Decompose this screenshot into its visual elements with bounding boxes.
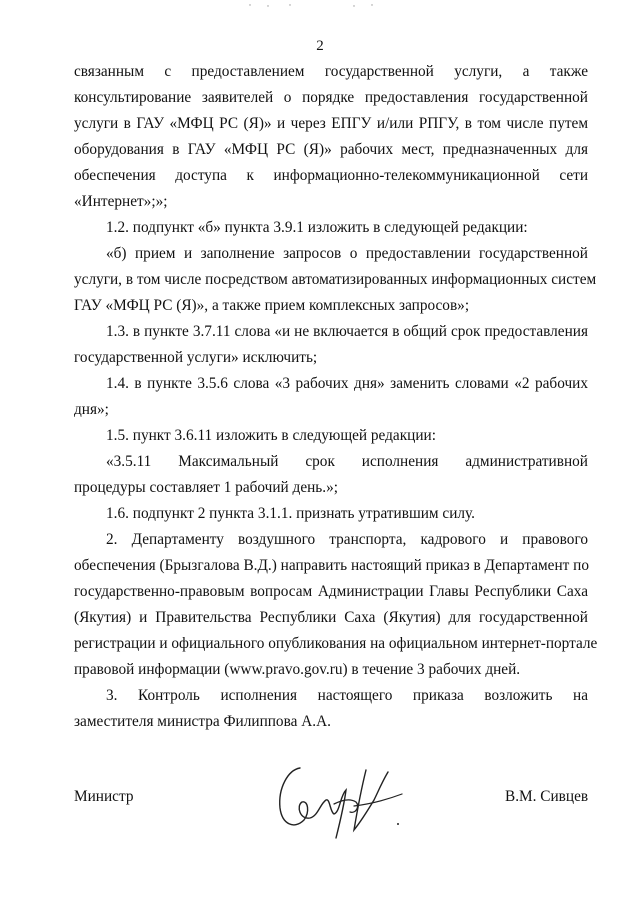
text-line: услуги, в том числе посредством автоматизированных информационных систем [74, 271, 597, 288]
handwritten-signature [270, 760, 410, 842]
text-line: ГАУ «МФЦ РС (Я)», а также прием комплексных запросов»; [74, 297, 470, 314]
text-line: 1.3. в пункте 3.7.11 слова «и не включается в общий срок предоставления [106, 323, 588, 340]
signatory-name: В.М. Сивцев [505, 788, 589, 805]
text-line: правовой информации (www.pravo.gov.ru) в течение 3 рабочих дней. [74, 661, 521, 678]
signatory-position: Министр [74, 788, 134, 805]
text-line: заместителя министра Филиппова А.А. [74, 713, 331, 730]
text-line: государственно-правовым вопросам Администрации Главы Республики Саха [74, 583, 588, 600]
text-line: «3.5.11 Максимальный срок исполнения административной [106, 453, 588, 470]
text-line: связанным с предоставлением государственной услуги, а также [74, 63, 588, 80]
text-line: 1.2. подпункт «б» пункта 3.9.1 изложить в следующей редакции: [106, 219, 528, 236]
text-line: обеспечения доступа к информационно-телекоммуникационной сети [74, 167, 588, 184]
page-number: 2 [316, 38, 324, 54]
text-line: 1.6. подпункт 2 пункта 3.1.1. признать утратившим силу. [106, 505, 475, 522]
text-line: «Интернет»;»; [74, 193, 168, 210]
text-line: «б) прием и заполнение запросов о предоставлении государственной [106, 245, 588, 262]
text-line: 3. Контроль исполнения настоящего приказа возложить на [106, 687, 588, 704]
text-line: дня»; [74, 401, 109, 418]
text-line: процедуры составляет 1 рабочий день.»; [74, 479, 338, 496]
text-line: услуги в ГАУ «МФЦ РС (Я)» и через ЕПГУ и/или РПГУ, в том числе путем [74, 115, 588, 132]
text-line: 1.5. пункт 3.6.11 изложить в следующей редакции: [106, 427, 436, 444]
text-line: обеспечения (Брызгалова В.Д.) направить настоящий приказ в Департамент по [74, 557, 589, 574]
text-line: государственной услуги» исключить; [74, 349, 318, 366]
text-line: регистрации и официального опубликования на официальном интернет-портале [74, 635, 598, 652]
text-line: оборудования в ГАУ «МФЦ РС (Я)» рабочих мест, предназначенных для [74, 141, 588, 158]
scan-speckle [0, 0, 640, 12]
text-line: (Якутия) и Правительства Республики Саха (Якутия) для государственной [74, 609, 588, 626]
text-line: 1.4. в пункте 3.5.6 слова «3 рабочих дня» заменить словами «2 рабочих [106, 375, 588, 392]
text-line: консультирование заявителей о порядке предоставления государственной [74, 89, 588, 106]
text-line: 2. Департаменту воздушного транспорта, кадрового и правового [106, 531, 588, 548]
